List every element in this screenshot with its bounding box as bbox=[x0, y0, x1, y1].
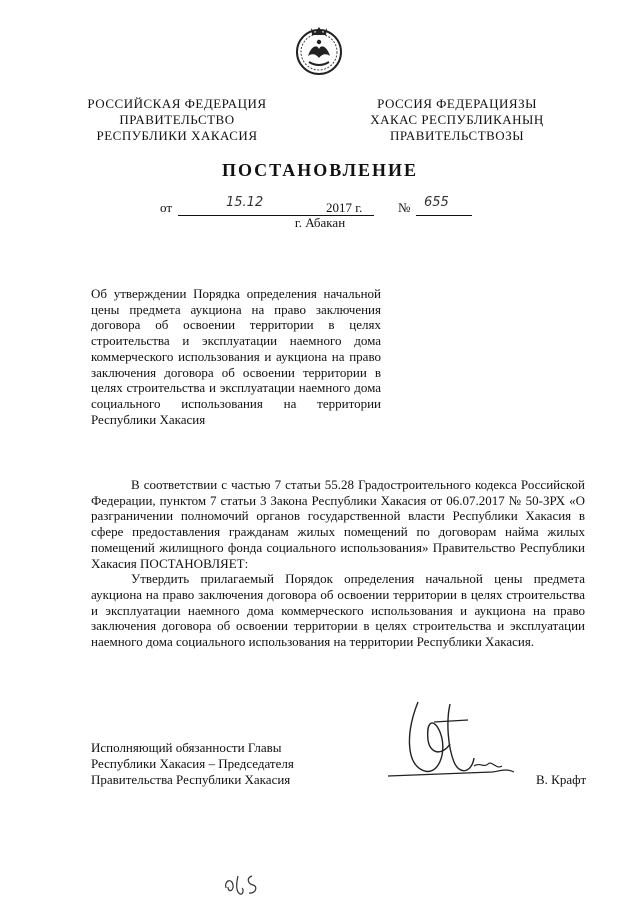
header-right-line-1: РОССИЯ ФЕДЕРАЦИЯЗЫ bbox=[377, 96, 537, 111]
document-subject: Об утверждении Порядка определения начальной цены предмета аукциона на право заключения договора об освоении территории в целях строительства и эксплуатации наемного дома коммерческого использования и аукциона на право заключения договора об освоении территории в целях строительства и эксплуатации наемного дома социального использования на территории Республики Хакасия bbox=[91, 286, 381, 427]
signer-position-line-1: Исполняющий обязанности Главы bbox=[91, 740, 282, 755]
coat-of-arms-icon bbox=[291, 22, 347, 78]
year-label: 2017 г. bbox=[326, 200, 363, 215]
document-title: ПОСТАНОВЛЕНИЕ bbox=[221, 160, 419, 180]
header-right-line-2: ХАКАС РЕСПУБЛИКАНЫҢ bbox=[370, 112, 544, 127]
header-left bbox=[82, 96, 272, 144]
signer-position-line-3: Правительства Республики Хакасия bbox=[91, 772, 291, 787]
handwritten-signature bbox=[388, 692, 528, 792]
signer-position bbox=[91, 740, 391, 788]
handwritten-initials bbox=[222, 868, 262, 898]
city: г. Абакан bbox=[294, 215, 346, 230]
header-left-line-2: ПРАВИТЕЛЬСТВО bbox=[119, 112, 235, 127]
body-paragraph-1: В соответствии с частью 7 статьи 55.28 Градостроительного кодекса Российской Федерации, пунктом 7 статьи 3 Закона Республики Хакасия от 06.07.2017 № 50-ЗРХ «О разграничении полномочий органов государственной власти Республики Хакасия в сфере предоставления гражданам жилых помещений по договорам найма жилых помещений жилищного фонда социального использования» Правительство Республики Хакасия ПОСТАНОВЛЯЕТ: bbox=[91, 477, 585, 571]
header-right-line-3: ПРАВИТЕЛЬСТВОЗЫ bbox=[389, 128, 525, 143]
body-paragraph-2: Утвердить прилагаемый Порядок определения начальной цены предмета аукциона на право заключения договора об освоении территории в целях строительства и эксплуатации наемного дома коммерческого использования и аукциона на право заключения договора об освоении территории в целях строительства и эксплуатации наемного дома социального использования на территории Республики Хакасия. bbox=[91, 571, 585, 650]
signer-name: В. Крафт bbox=[536, 772, 587, 787]
date-from-label: от bbox=[160, 200, 173, 215]
document-body bbox=[91, 477, 585, 650]
signer-position-line-2: Республики Хакасия – Председателя bbox=[91, 756, 294, 771]
number-label: № bbox=[398, 200, 411, 215]
header-left-line-3: РЕСПУБЛИКИ ХАКАСИЯ bbox=[96, 128, 258, 143]
header-left-line-1: РОССИЙСКАЯ ФЕДЕРАЦИЯ bbox=[87, 96, 267, 111]
date-handwritten: 15.12 bbox=[226, 195, 264, 210]
number-handwritten: 655 bbox=[424, 195, 449, 210]
header-right bbox=[364, 96, 550, 144]
